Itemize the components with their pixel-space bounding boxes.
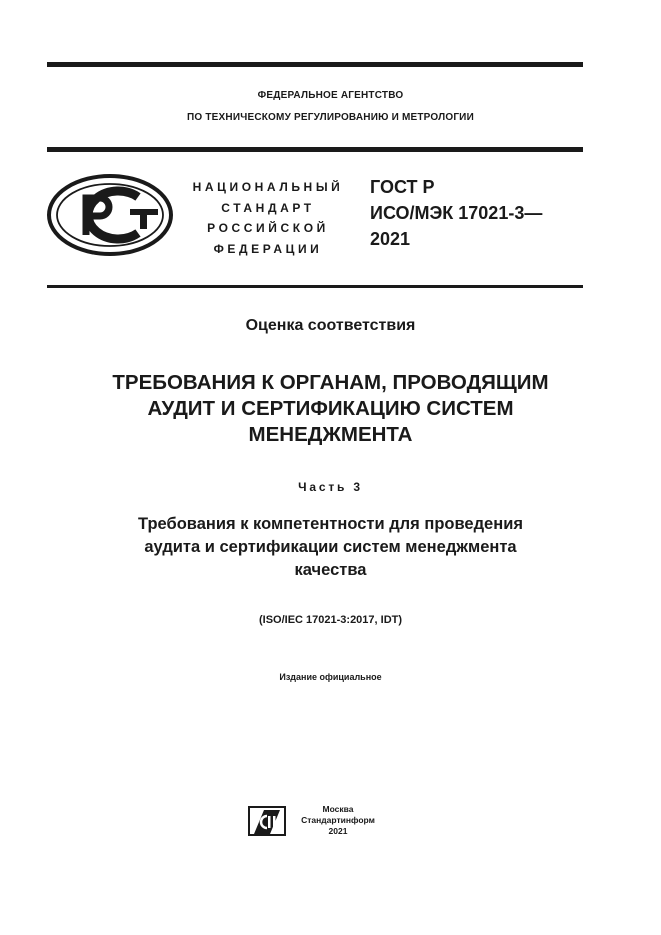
- publisher-year: 2021: [328, 826, 348, 836]
- national-line-2: СТАНДАРТ: [221, 200, 315, 215]
- main-title-line-2: АУДИТ И СЕРТИФИКАЦИЮ СИСТЕМ: [147, 397, 514, 420]
- header-rule: [47, 147, 583, 152]
- top-rule: [47, 62, 583, 67]
- gost-line-3: 2021: [370, 229, 411, 249]
- main-title: [0, 370, 661, 448]
- main-title-line-3: МЕНЕДЖМЕНТА: [248, 423, 413, 446]
- iso-reference: (ISO/IEC 17021-3:2017, IDT): [258, 614, 403, 626]
- sub-title: [0, 513, 661, 582]
- gost-line-2: ИСО/МЭК 17021-3—: [370, 203, 543, 223]
- rst-certification-mark-icon: [46, 173, 174, 262]
- sub-title-line-2: аудита и сертификации систем менеджмента: [144, 538, 517, 556]
- national-line-3: РОССИЙСКОЙ: [207, 221, 329, 235]
- publisher-info: [292, 804, 384, 837]
- standard-block-rule: [47, 285, 583, 288]
- agency-line-1: ФЕДЕРАЛЬНОЕ АГЕНТСТВО: [257, 90, 404, 101]
- national-line-4: ФЕДЕРАЦИИ: [213, 241, 323, 256]
- part-label: Часть 3: [298, 480, 363, 494]
- national-line-1: НАЦИОНАЛЬНЫЙ: [192, 180, 344, 194]
- publisher-name: Стандартинформ: [301, 815, 375, 825]
- gost-line-1: ГОСТ Р: [370, 177, 435, 197]
- gost-designation: [370, 174, 542, 252]
- publisher-city: Москва: [322, 804, 354, 814]
- sub-title-line-3: качества: [294, 561, 367, 579]
- edition-label: Издание официальное: [279, 672, 382, 682]
- standartinform-logo-icon: [248, 806, 286, 841]
- main-title-line-1: ТРЕБОВАНИЯ К ОРГАНАМ, ПРОВОДЯЩИМ: [112, 371, 549, 394]
- agency-line-2: ПО ТЕХНИЧЕСКОМУ РЕГУЛИРОВАНИЮ И МЕТРОЛОГИИ: [187, 112, 474, 123]
- national-standard-label: [178, 177, 358, 259]
- subject-title: Оценка соответствия: [245, 317, 416, 334]
- sub-title-line-1: Требования к компетентности для проведения: [138, 515, 523, 533]
